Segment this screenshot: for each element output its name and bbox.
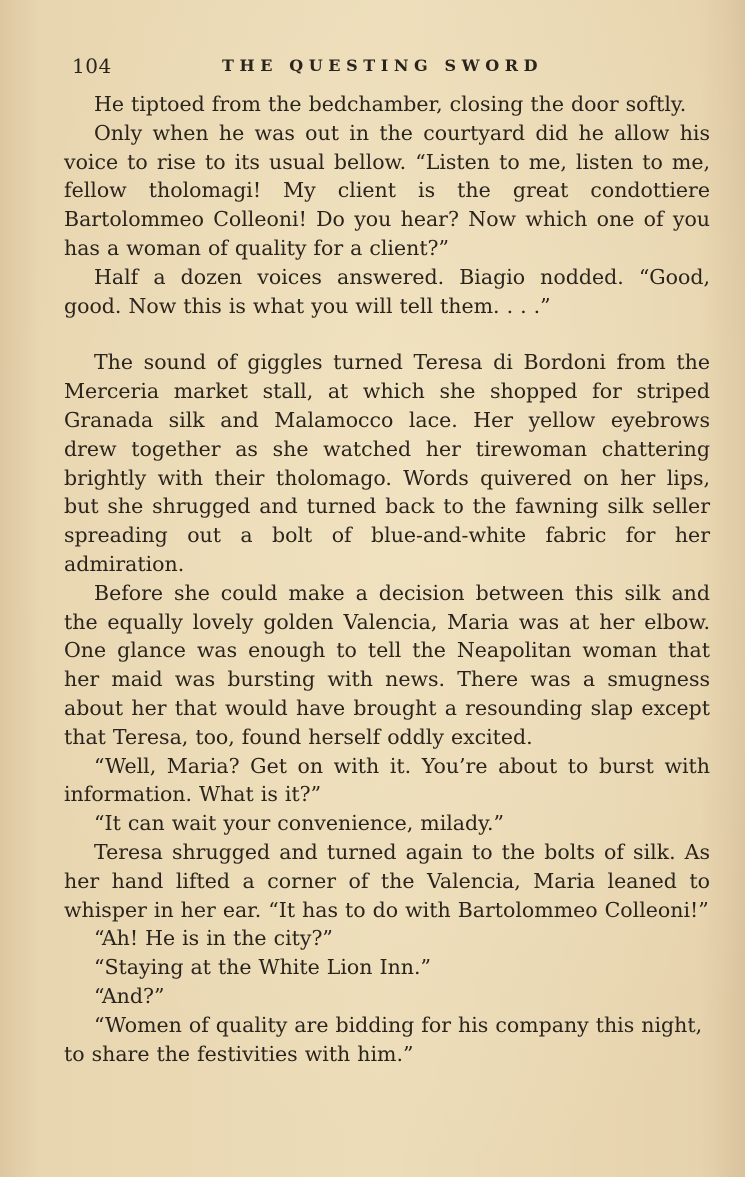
paragraph: “And?” xyxy=(94,983,165,1008)
paragraph: “Well, Maria? Get on with it. You’re about to burst with information. What is it?” xyxy=(64,753,710,807)
paragraph: Only when he was out in the courtyard did he allow his voice to rise to its usual bellow. “Listen to me, listen to me, fellow tholomagi! My client is the great condottiere Bartolommeo Colleoni! Do you hear? Now which one of you has a woman of quality for a client?” xyxy=(64,120,710,260)
paragraph: Half a dozen voices answered. Biagio nodded. “Good, good. Now this is what you will tell them. . . .” xyxy=(64,264,710,318)
page-number: 104 xyxy=(72,54,112,78)
page-header xyxy=(72,54,712,80)
body-text xyxy=(64,90,710,1068)
paragraph: Before she could make a decision between this silk and the equally lovely golden Valencia, Maria was at her elbow. One glance was enough to tell the Neapolitan woman that her maid was bursting with news. There was a smugness about her that would have brought a resounding slap except that Teresa, too, found herself oddly excited. xyxy=(64,580,710,749)
paragraph: “Women of quality are bidding for his company this night, to share the festivities with him.” xyxy=(64,1012,703,1066)
paragraph: The sound of giggles turned Teresa di Bordoni from the Merceria market stall, at which she shopped for striped Granada silk and Malamocco lace. Her yellow eyebrows drew together as she watched her tirewoman chattering brightly with their tholomago. Words quivered on her lips, but she shrugged and turned back to the fawning silk seller spreading out a bolt of blue-and-white fabric for her admiration. xyxy=(64,350,710,576)
paragraph: Teresa shrugged and turned again to the bolts of silk. As her hand lifted a corner of the Valencia, Maria leaned to whisper in her ear. “It has to do with Bartolommeo Colleoni!” xyxy=(64,839,710,922)
paragraph: “It can wait your convenience, milady.” xyxy=(94,811,505,836)
running-title: THE QUESTING SWORD xyxy=(222,56,544,75)
paragraph: “Ah! He is in the city?” xyxy=(94,926,333,951)
paragraph: He tiptoed from the bedchamber, closing the door softly. xyxy=(94,92,687,116)
paragraph: “Staying at the White Lion Inn.” xyxy=(94,955,431,980)
